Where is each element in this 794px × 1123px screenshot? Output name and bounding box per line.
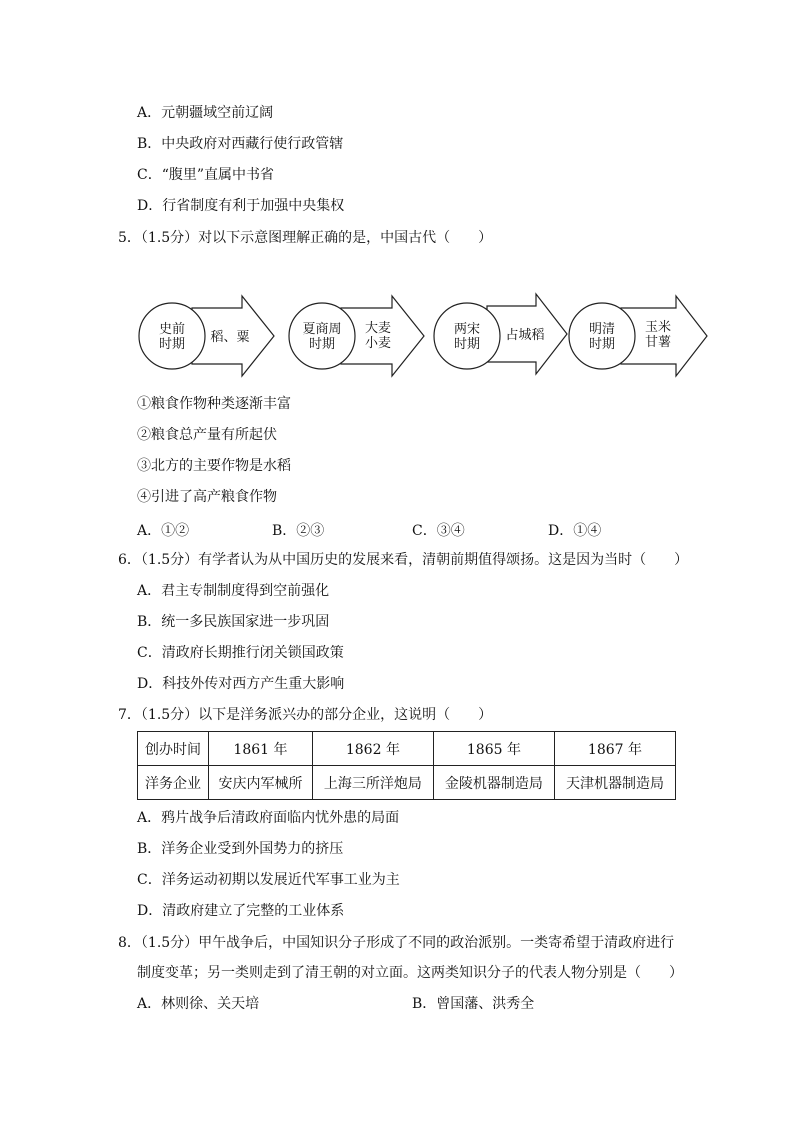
stage-2-period-line1: 夏商周 [302, 322, 342, 337]
q4-option-d: D．行省制度有利于加强中央集权 [137, 198, 345, 214]
table-cell: 天津机器制造局 [554, 766, 675, 800]
diagram-stage-1 [139, 296, 274, 376]
stage-3-period-line1: 两宋 [453, 322, 481, 337]
q4-option-c: C．“腹里”直属中书省 [137, 167, 275, 183]
q5-option-d: D．①④ [548, 523, 602, 539]
q6-stem: 6．（1.5分）有学者认为从中国历史的发展来看，清朝前期值得颂扬。这是因为当时（ ） [118, 552, 689, 568]
diagram-stage-4 [569, 296, 707, 376]
q7-option-c: C．洋务运动初期以发展近代军事工业为主 [137, 872, 400, 888]
q7-option-d: D．清政府建立了完整的工业体系 [137, 903, 345, 919]
table-cell: 金陵机器制造局 [433, 766, 554, 800]
stage-1-period-line1: 史前 [158, 322, 186, 337]
stage-2-crops-line1: 大麦 [364, 321, 392, 336]
q6-option-c: C．清政府长期推行闭关锁国政策 [137, 645, 344, 661]
q6-option-a: A．君主专制制度得到空前强化 [137, 583, 330, 599]
q8-stem-line2: 制度变革；另一类则走到了清王朝的对立面。这两类知识分子的代表人物分别是（ ） [137, 965, 683, 981]
q5-statement-1: ①粮食作物种类逐渐丰富 [137, 396, 291, 412]
diagram-stage-3 [434, 294, 567, 374]
stage-2-crops-line2: 小麦 [364, 336, 392, 351]
table-cell: 1867 年 [554, 732, 675, 766]
crop-timeline-diagram [134, 292, 709, 382]
table-header-enterprise: 洋务企业 [138, 766, 209, 800]
q5-statement-4: ④引进了高产粮食作物 [137, 489, 277, 505]
q5-option-c: C．③④ [412, 523, 465, 539]
diagram-stage-2 [289, 296, 424, 376]
stage-4-period-line2: 时期 [588, 337, 616, 352]
q8-option-a: A．林则徐、关天培 [137, 996, 260, 1012]
q7-stem: 7．（1.5分）以下是洋务派兴办的部分企业，这说明（ ） [118, 707, 493, 723]
q4-option-b: B．中央政府对西藏行使行政管辖 [137, 136, 344, 152]
q5-statement-2: ②粮食总产量有所起伏 [137, 427, 277, 443]
q5-option-b: B．②③ [272, 523, 325, 539]
table-row [138, 732, 676, 766]
stage-2-period-line2: 时期 [308, 337, 336, 352]
table-row [138, 766, 676, 800]
q6-option-b: B．统一多民族国家进一步巩固 [137, 614, 330, 630]
q5-stem: 5．（1.5分）对以下示意图理解正确的是，中国古代（ ） [118, 230, 493, 246]
table-cell: 1861 年 [209, 732, 313, 766]
stage-3-crops: 占城稻 [505, 328, 545, 343]
q8-option-b: B．曾国藩、洪秀全 [412, 996, 535, 1012]
q4-option-a: A．元朝疆域空前辽阔 [137, 105, 274, 121]
q7-enterprise-table [137, 731, 676, 800]
table-cell: 安庆内军械所 [209, 766, 313, 800]
q5-options-row [0, 520, 794, 540]
q5-option-a: A．①② [137, 523, 190, 539]
stage-4-crops-line2: 甘薯 [644, 335, 672, 350]
table-cell: 上海三所洋炮局 [312, 766, 433, 800]
stage-3-period-line2: 时期 [453, 337, 481, 352]
q6-option-d: D．科技外传对西方产生重大影响 [137, 676, 345, 692]
stage-1-period-line2: 时期 [158, 337, 186, 352]
q7-option-b: B．洋务企业受到外国势力的挤压 [137, 841, 344, 857]
stage-4-crops-line1: 玉米 [644, 320, 672, 335]
table-header-founded: 创办时间 [138, 732, 209, 766]
table-cell: 1862 年 [312, 732, 433, 766]
q5-statement-3: ③北方的主要作物是水稻 [137, 458, 291, 474]
stage-1-crops: 稻、粟 [210, 330, 250, 345]
stage-4-period-line1: 明清 [588, 322, 616, 337]
table-cell: 1865 年 [433, 732, 554, 766]
q7-option-a: A．鸦片战争后清政府面临内忧外患的局面 [137, 810, 400, 826]
q8-stem-line1: 8．（1.5分）甲午战争后，中国知识分子形成了不同的政治派别。一类寄希望于清政府进行 [118, 935, 675, 951]
